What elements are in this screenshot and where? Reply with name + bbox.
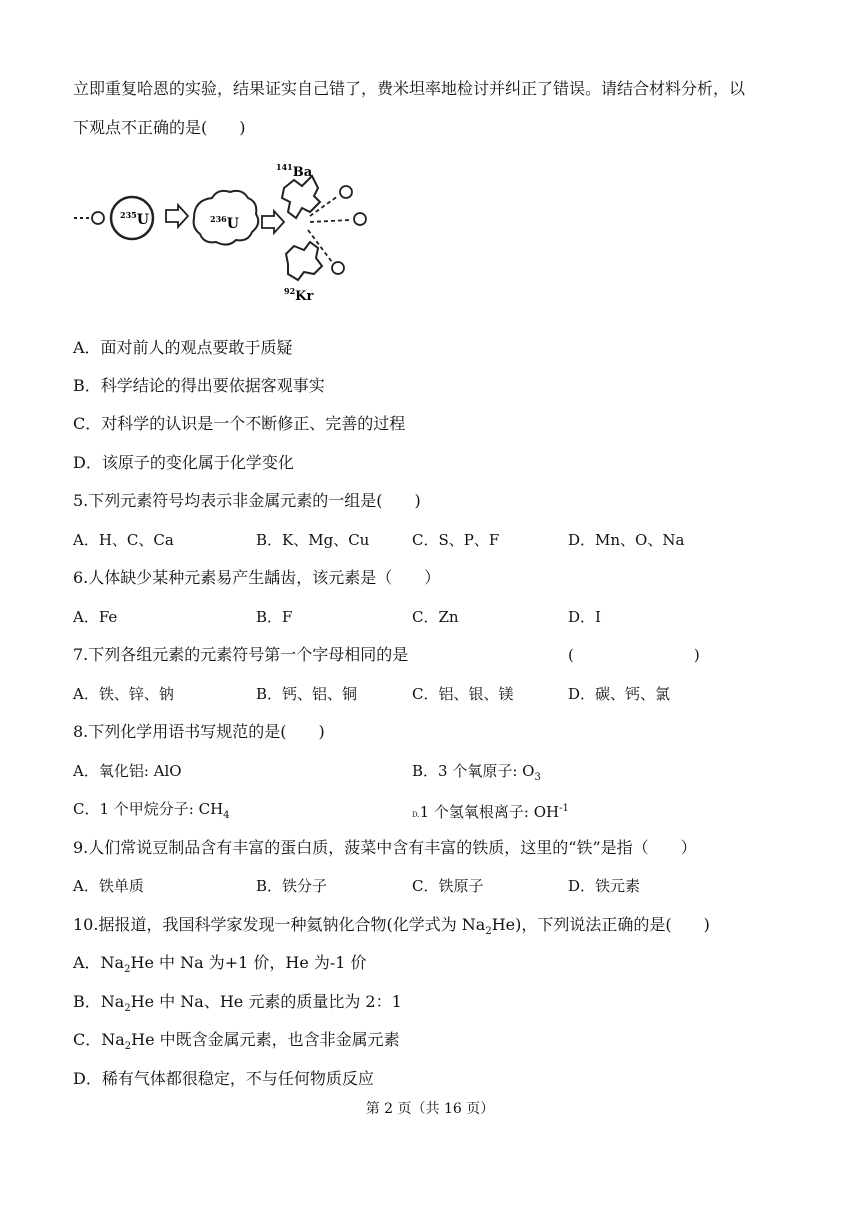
q4-option-d: D．该原子的变化属于化学变化 [73,453,294,472]
arrow-icon [166,205,188,227]
intro-line-1: 立即重复哈恩的实验，结果证实自己错了，费米坦率地检讨并纠正了错误。请结合材料分析，以 [73,79,746,98]
neutron-icon [354,213,366,225]
q8-option-d-text: 1 个氢氧根离子: OH [419,803,560,821]
q5-option-a: A．H、C、Ca [73,531,174,549]
q8-option-a: A．氧化铝: AlO [73,762,182,780]
q7-option-d: D．碳、钙、氯 [568,685,671,703]
q7-option-a: A．铁、锌、钠 [73,685,174,703]
q6-option-a: A．Fe [73,608,118,626]
fission-diagram [70,158,380,312]
q10-option-c-post: He 中既含金属元素，也含非金属元素 [131,1030,400,1049]
q6-option-c: C．Zn [412,608,459,626]
q10-stem-b: He)，下列说法正确的是( ) [491,915,710,934]
q10-option-b [73,992,402,1019]
kr-label: $^{92}$Kr [284,286,314,304]
q8-option-c [73,799,230,826]
q5-option-d: D．Mn、O、Na [568,531,685,549]
q8-option-c-sub: 4 [223,810,230,821]
ba-fragment [282,176,320,218]
q10-stem [73,915,710,942]
u236-label: $^{236}$U [210,214,239,232]
q8-option-b-sub: 3 [534,772,541,783]
neutron-icon [92,212,104,224]
q10-option-c-pre: C．Na [73,1030,125,1049]
q9-option-a: A．铁单质 [73,877,144,895]
intro-line-2: 下观点不正确的是( ) [73,118,246,137]
q9-stem: 9.人们常说豆制品含有丰富的蛋白质，菠菜中含有丰富的铁质，这里的“铁”是指（ ） [73,838,697,857]
q8-option-c-text: C．1 个甲烷分子: CH [73,800,224,818]
q7-bracket: ( ) [568,646,700,664]
q8-option-d-sup: -1 [559,803,569,814]
q8-option-d-prefix: D. [412,811,420,819]
q6-stem: 6.人体缺少某种元素易产生龋齿，该元素是（ ） [73,568,441,587]
page-footer: 第 2 页（共 16 页） [365,1101,495,1117]
q4-option-b: B．科学结论的得出要依据客观事实 [73,376,325,395]
q7-stem: 7.下列各组元素的元素符号第一个字母相同的是 [73,645,409,664]
q10-stem-sub: 2 [485,926,492,938]
q10-option-a-post: He 中 Na 为+1 价，He 为-1 价 [130,953,367,972]
q9-option-c: C．铁原子 [412,877,484,895]
u235-label: $^{235}$U [120,210,149,228]
q10-option-a [73,953,367,980]
q10-option-d: D．稀有气体都很稳定，不与任何物质反应 [73,1069,374,1088]
arrow-icon [262,211,284,233]
q9-option-b: B．铁分子 [256,877,328,895]
q8-option-d [412,799,569,825]
q8-option-b [412,761,541,788]
neutron-icon [332,262,344,274]
q5-stem: 5.下列元素符号均表示非金属元素的一组是( ) [73,491,421,510]
q10-option-b-sub: 2 [124,1003,131,1015]
q8-option-b-text: B．3 个氧原子: O [412,762,535,780]
q10-option-a-pre: A．Na [73,953,125,972]
q7-option-b: B．钙、铝、铜 [256,685,358,703]
neutron-icon [340,186,352,198]
q9-option-d: D．铁元素 [568,877,641,895]
q10-option-a-sub: 2 [124,964,131,976]
kr-fragment [286,242,322,280]
q4-option-a: A．面对前人的观点要敢于质疑 [73,338,293,357]
q6-option-b: B．F [256,608,293,626]
q8-stem: 8.下列化学用语书写规范的是( ) [73,722,325,741]
fission-diagram-svg [70,158,380,308]
q10-option-b-pre: B．Na [73,992,125,1011]
q10-stem-a: 10.据报道，我国科学家发现一种氦钠化合物(化学式为 Na [73,915,486,934]
q10-option-c-sub: 2 [124,1041,132,1053]
q5-option-c: C．S、P、F [412,531,500,549]
q10-option-b-post: He 中 Na、He 元素的质量比为 2：1 [130,992,402,1011]
q6-option-d: D．I [568,608,601,626]
q5-option-b: B．K、Mg、Cu [256,531,370,549]
ba-label: $^{141}$Ba [276,162,313,180]
q10-option-c [73,1030,400,1057]
q4-option-c: C．对科学的认识是一个不断修正、完善的过程 [73,414,406,433]
q7-option-c: C．铝、银、镁 [412,685,514,703]
